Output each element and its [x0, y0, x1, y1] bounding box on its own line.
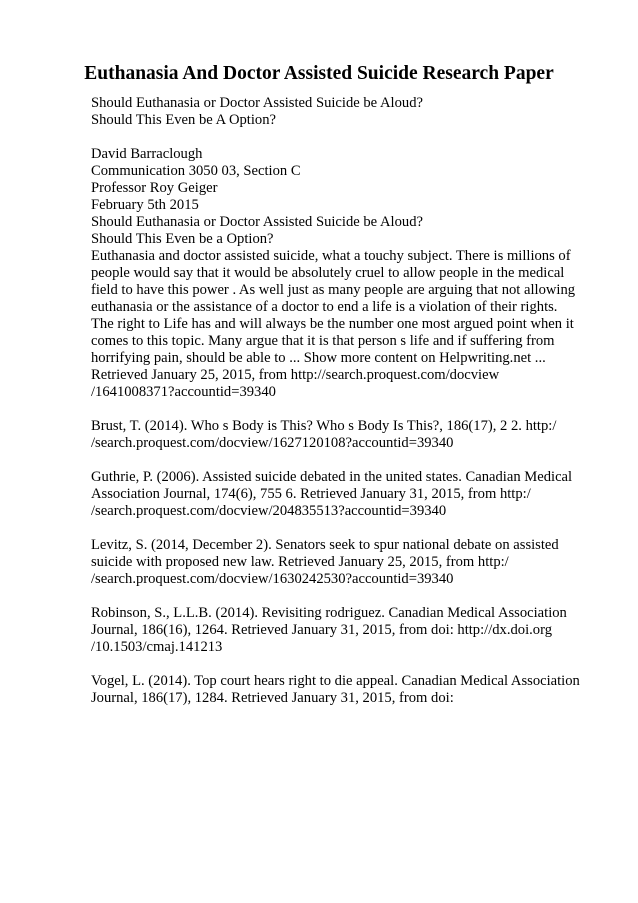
paragraph-gap: [91, 401, 591, 418]
essay-title-line: Should Euthanasia or Doctor Assisted Suicide be Aloud?: [91, 214, 423, 230]
document-title: Euthanasia And Doctor Assisted Suicide Research Paper: [84, 63, 554, 84]
essay-text-line: comes to this topic. Many argue that it is that person s life and if suffering from: [91, 333, 555, 349]
reference-entry: [91, 605, 591, 656]
intro-line: Should This Even be A Option?: [91, 112, 276, 128]
paragraph-gap: [91, 588, 591, 605]
reference-line: /search.proquest.com/docview/1627120108?accountid=39340: [91, 435, 454, 451]
essay-text-line: The right to Life has and will always be the number one most argued point when it: [91, 316, 574, 332]
paragraph-gap: [91, 520, 591, 537]
essay-text-line: horrifying pain, should be able to ... Show more content on Helpwriting.net ...: [91, 350, 546, 366]
reference-line: Vogel, L. (2014). Top court hears right to die appeal. Canadian Medical Association: [91, 673, 580, 689]
reference-line: /search.proquest.com/docview/1630242530?accountid=39340: [91, 571, 454, 587]
reference-line: /search.proquest.com/docview/204835513?accountid=39340: [91, 503, 447, 519]
reference-line: suicide with proposed new law. Retrieved January 25, 2015, from http:/: [91, 554, 509, 570]
paragraph-gap: [91, 452, 591, 469]
essay-text-line: /1641008371?accountid=39340: [91, 384, 276, 400]
reference-line: Journal, 186(16), 1264. Retrieved January 31, 2015, from doi: http://dx.doi.org: [91, 622, 552, 638]
essay-block: [91, 146, 591, 401]
essay-text-line: people would say that it would be absolutely cruel to allow people in the medical: [91, 265, 565, 281]
reference-line: Robinson, S., L.L.B. (2014). Revisiting rodriguez. Canadian Medical Association: [91, 605, 567, 621]
essay-date: February 5th 2015: [91, 197, 199, 213]
essay-text-line: euthanasia or the assistance of a doctor to end a life is a violation of their rights.: [91, 299, 558, 315]
reference-line: /10.1503/cmaj.141213: [91, 639, 223, 655]
paragraph-gap: [91, 656, 591, 673]
reference-line: Brust, T. (2014). Who s Body is This? Who s Body Is This?, 186(17), 2 2. http:/: [91, 418, 557, 434]
document-body: [91, 95, 591, 707]
reference-entry: [91, 537, 591, 588]
reference-line: Journal, 186(17), 1284. Retrieved January 31, 2015, from doi:: [91, 690, 454, 706]
reference-entry: [91, 673, 591, 707]
reference-line: Association Journal, 174(6), 755 6. Retrieved January 31, 2015, from http:/: [91, 486, 531, 502]
intro-block: [91, 95, 591, 129]
reference-line: Levitz, S. (2014, December 2). Senators seek to spur national debate on assisted: [91, 537, 559, 553]
essay-text-line: Euthanasia and doctor assisted suicide, what a touchy subject. There is millions of: [91, 248, 571, 264]
paragraph-gap: [91, 129, 591, 146]
professor-name: Professor Roy Geiger: [91, 180, 218, 196]
course-info: Communication 3050 03, Section C: [91, 163, 301, 179]
essay-subtitle-line: Should This Even be a Option?: [91, 231, 274, 247]
reference-line: Guthrie, P. (2006). Assisted suicide debated in the united states. Canadian Medical: [91, 469, 573, 485]
reference-entry: [91, 418, 591, 452]
essay-text-line: field to have this power . As well just as many people are arguing that not allowing: [91, 282, 576, 298]
reference-entry: [91, 469, 591, 520]
author-name: David Barraclough: [91, 146, 203, 162]
intro-line: Should Euthanasia or Doctor Assisted Suicide be Aloud?: [91, 95, 423, 111]
essay-text-line: Retrieved January 25, 2015, from http://search.proquest.com/docview: [91, 367, 500, 383]
